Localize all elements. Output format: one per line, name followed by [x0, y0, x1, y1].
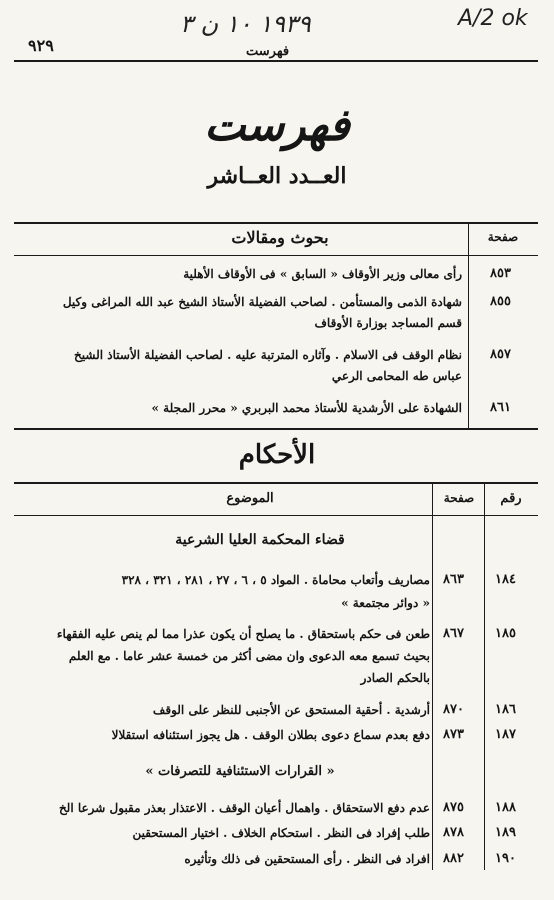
ruling-subject: افراد فى النظر . رأى المستحقين فى ذلك وتأثيره [184, 852, 430, 866]
ruling-subject-cont: « دوائر مجتمعة » [341, 596, 430, 610]
page-title: فهرست [204, 100, 350, 151]
ruling-subject: طلب إفراد فى النظر . استحكام الخلاف . اختيار المستحقين [132, 826, 430, 840]
ruling-subject-cont: بحيث تسمع معه الدعوى وان مضى أكثر من خمسة عشر عاما . مع العلم [68, 649, 430, 663]
ruling-page: ٨٨٢ [443, 851, 464, 866]
ruling-number: ١٨٦ [495, 702, 516, 717]
ruling-number: ١٨٥ [495, 626, 516, 641]
page-column-header: صفحة [487, 230, 519, 244]
articles-section-title: بحوث ومقالات [231, 228, 329, 247]
ruling-page: ٨٦٧ [443, 626, 464, 641]
subsection-title: « القرارات الاستئنافية للتصرفات » [145, 764, 335, 779]
articles-header-rule [14, 255, 538, 256]
page-column-header: صفحة [443, 491, 475, 505]
ruling-subject-cont: بالحكم الصادر [360, 671, 430, 685]
ruling-page: ٨٦٣ [443, 572, 464, 587]
subject-column-header: الموضوع [226, 491, 274, 506]
rulings-header-rule [14, 515, 538, 516]
corner-note: A/2 ok [458, 6, 528, 31]
ruling-page: ٨٧٣ [443, 727, 464, 742]
article-page: ٨٥٣ [490, 266, 511, 281]
ruling-page: ٨٧٥ [443, 800, 464, 815]
article-title: شهادة الذمى والمستأمن . لصاحب الفضيلة الأستاذ الشيخ عبد الله المراغى وكيل [62, 295, 462, 309]
ruling-subject: عدم دفع الاستحقاق . واهمال أعيان الوقف . الاعتذار بعذر مقبول شرعا الخ [58, 801, 430, 815]
articles-bottom-rule [14, 428, 538, 430]
subsection-title: قضاء المحكمة العليا الشرعية [175, 532, 345, 548]
ruling-number: ١٩٠ [495, 851, 516, 866]
article-title: نظام الوقف فى الاسلام . وآثاره المترتبة عليه . لصاحب الفضيلة الأستاذ الشيخ [74, 348, 462, 362]
ruling-number: ١٨٨ [495, 800, 516, 815]
ruling-number: ١٨٤ [495, 572, 516, 587]
ruling-page: ٨٧٨ [443, 825, 464, 840]
rulings-top-rule [14, 482, 538, 484]
number-column-header: رقم [500, 491, 522, 506]
article-title-cont: قسم المساجد بوزارة الأوقاف [314, 316, 462, 330]
article-title-cont: عباس طه المحامى الرعي [331, 369, 462, 383]
ruling-page: ٨٧٠ [443, 702, 464, 717]
ruling-number: ١٨٧ [495, 727, 516, 742]
rulings-col-rule-2 [432, 482, 433, 870]
ruling-subject: دفع بعدم سماع دعوى بطلان الوقف . هل يجوز استئنافه استقلالا [111, 728, 430, 742]
running-title: فهرست [246, 44, 290, 59]
issue-title: العــدد العــاشر [207, 163, 347, 189]
rulings-section-title: الأحكام [238, 440, 316, 470]
ruling-subject: أرشدية . أحقية المستحق عن الأجنبى للنظر على الوقف [152, 703, 430, 717]
article-page: ٨٥٥ [490, 294, 511, 309]
article-page: ٨٥٧ [490, 347, 511, 362]
ruling-subject: طعن فى حكم باستحقاق . ما يصلح أن يكون عذرا مما لم ينص عليه الفقهاء [56, 627, 430, 641]
articles-top-rule [14, 222, 538, 224]
handwritten-note: ١٩٣٩ ١٠ ن ٣ [180, 10, 311, 38]
article-title: رأى معالى وزير الأوقاف « السابق » فى الأوقاف الأهلية [183, 267, 462, 281]
header-rule [14, 60, 538, 62]
ruling-number: ١٨٩ [495, 825, 516, 840]
article-title: الشهادة على الأرشدية للأستاذ محمد البربري « محرر المجلة » [151, 401, 462, 415]
article-page: ٨٦١ [490, 400, 511, 415]
page-number: ٩٢٩ [28, 36, 54, 55]
ruling-subject: مصاريف وأتعاب محاماة . المواد ٥ ، ٦ ، ٢٧ ، ٢٨١ ، ٣٢١ ، ٣٢٨ [121, 573, 430, 587]
articles-column-rule [468, 222, 469, 429]
rulings-col-rule-1 [484, 482, 485, 870]
